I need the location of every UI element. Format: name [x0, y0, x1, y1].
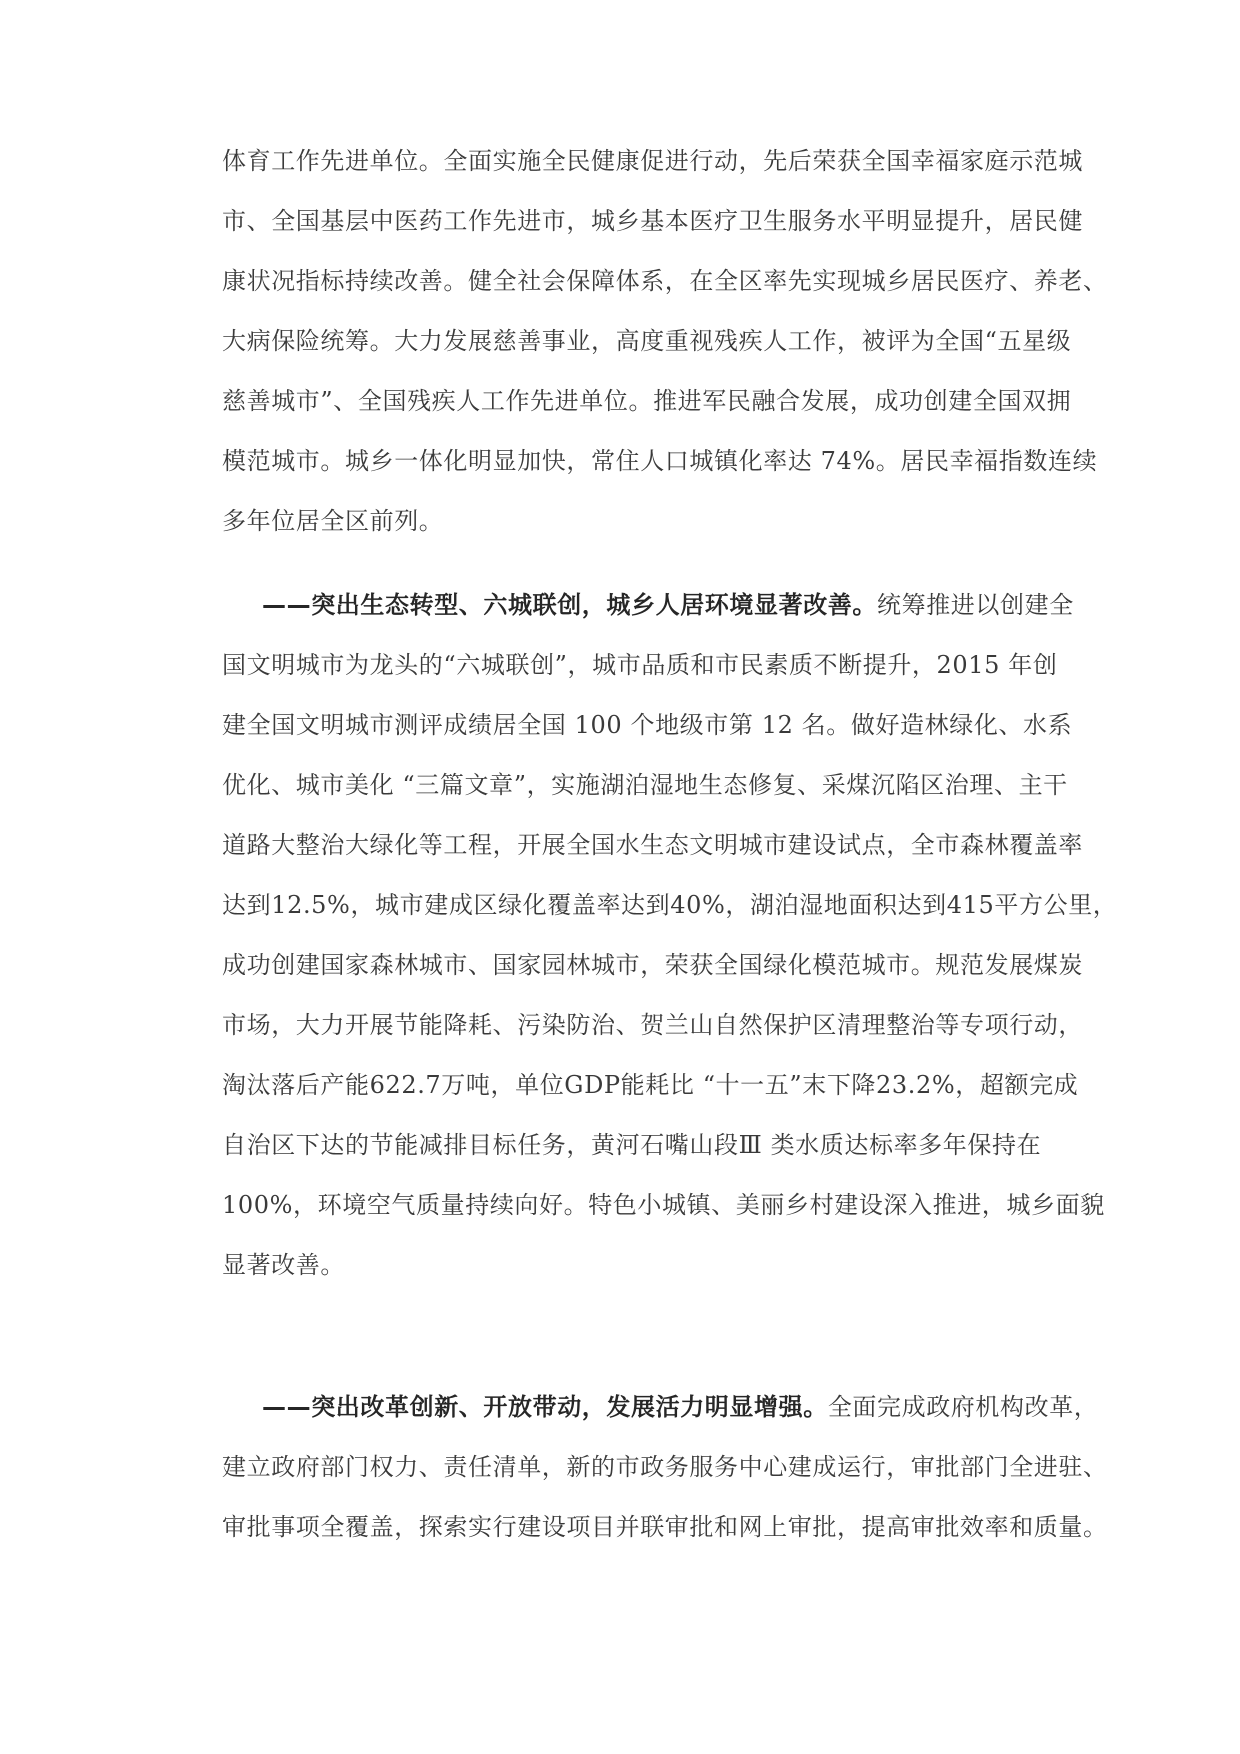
text-line: 建立政府部门权力、责任清单，新的市政务服务中心建成运行，审批部门全进驻、: [222, 1453, 1108, 1481]
paragraph-health-social: [222, 131, 1108, 551]
paragraph-heading: ——突出改革创新、开放带动，发展活力明显增强。: [262, 1393, 828, 1421]
text-line: 市场，大力开展节能降耗、污染防治、贺兰山自然保护区清理整治等专项行动，: [222, 1011, 1083, 1039]
text-line: 体育工作先进单位。全面实施全民健康促进行动，先后荣获全国幸福家庭示范城: [222, 147, 1083, 175]
paragraph-ecology: [222, 575, 1118, 1295]
text-fragment: 全面完成政府机构改革，: [827, 1393, 1099, 1421]
text-line: 多年位居全区前列。: [222, 507, 444, 535]
text-line: 市、全国基层中医药工作先进市，城乡基本医疗卫生服务水平明显提升，居民健: [222, 207, 1083, 235]
text-line: 达到12.5%，城市建成区绿化覆盖率达到40%，湖泊湿地面积达到415平方公里，: [222, 891, 1118, 919]
text-line: 优化、城市美化 “三篇文章”，实施湖泊湿地生态修复、采煤沉陷区治理、主干: [222, 771, 1068, 799]
text-line: 淘汰落后产能622.7万吨，单位GDP能耗比 “十一五”末下降23.2%，超额完成: [222, 1071, 1079, 1099]
text-line: 审批事项全覆盖，探索实行建设项目并联审批和网上审批，提高审批效率和质量。: [222, 1513, 1108, 1541]
text-line: 建全国文明城市测评成绩居全国 100 个地级市第 12 名。做好造林绿化、水系: [222, 711, 1073, 739]
text-line: 康状况指标持续改善。健全社会保障体系，在全区率先实现城乡居民医疗、养老、: [222, 267, 1108, 295]
text-line: 自治区下达的节能减排目标任务，黄河石嘴山段Ⅲ 类水质达标率多年保持在: [222, 1131, 1042, 1159]
paragraph-heading: ——突出生态转型、六城联创，城乡人居环境显著改善。: [262, 591, 877, 619]
text-line: 慈善城市”、全国残疾人工作先进单位。推进军民融合发展，成功创建全国双拥: [222, 387, 1072, 415]
text-line: 100%，环境空气质量持续向好。特色小城镇、美丽乡村建设深入推进，城乡面貌: [222, 1191, 1105, 1219]
text-line-first: [222, 1377, 1099, 1437]
text-line: 模范城市。城乡一体化明显加快，常住人口城镇化率达 74%。居民幸福指数连续: [222, 447, 1098, 475]
text-line: 成功创建国家森林城市、国家园林城市，荣获全国绿化模范城市。规范发展煤炭: [222, 951, 1083, 979]
text-line: 大病保险统筹。大力发展慈善事业，高度重视残疾人工作，被评为全国“五星级: [222, 327, 1072, 355]
paragraph-reform: [222, 1377, 1108, 1557]
text-line-first: [222, 575, 1074, 635]
text-line: 道路大整治大绿化等工程，开展全国水生态文明城市建设试点，全市森林覆盖率: [222, 831, 1083, 859]
text-fragment: 统筹推进以创建全: [877, 591, 1074, 619]
text-line: 国文明城市为龙头的“六城联创”，城市品质和市民素质不断提升，2015 年创: [222, 651, 1058, 679]
text-line: 显著改善。: [222, 1251, 345, 1279]
